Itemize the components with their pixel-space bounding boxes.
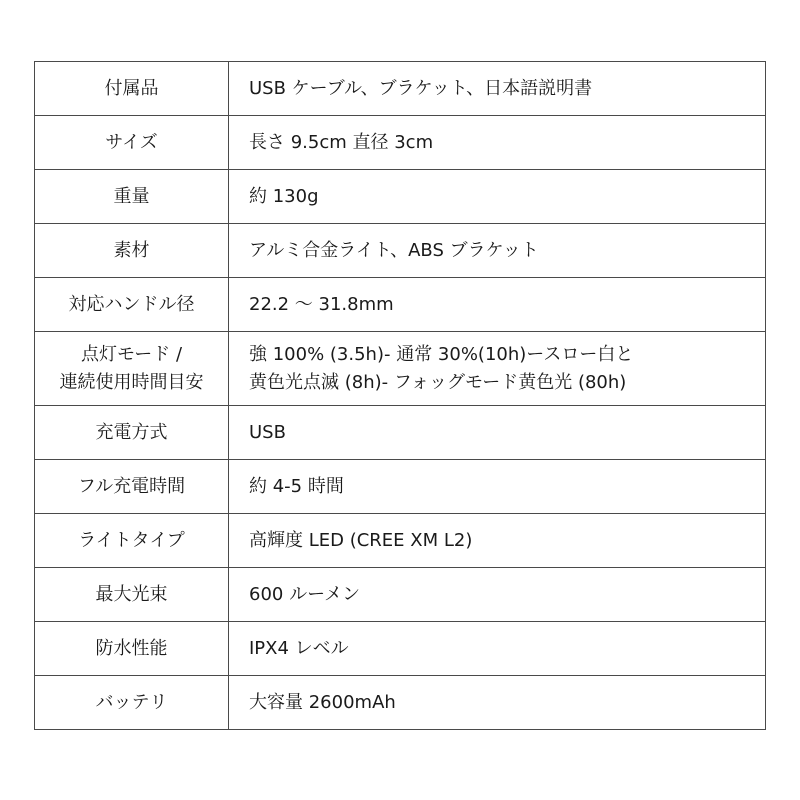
spec-row-light-modes bbox=[35, 332, 766, 406]
spec-value bbox=[229, 406, 766, 460]
spec-label-text: ライトタイプ bbox=[78, 529, 185, 551]
spec-row-handle-diameter bbox=[35, 278, 766, 332]
spec-label-text: サイズ bbox=[105, 131, 158, 153]
spec-table bbox=[34, 61, 766, 730]
spec-value bbox=[229, 62, 766, 116]
spec-value bbox=[229, 460, 766, 514]
spec-label bbox=[35, 224, 229, 278]
spec-row-accessories bbox=[35, 62, 766, 116]
spec-label bbox=[35, 568, 229, 622]
spec-label bbox=[35, 332, 229, 406]
spec-value-text: 大容量 2600mAh bbox=[249, 691, 396, 713]
spec-label-text: 充電方式 bbox=[95, 421, 168, 443]
spec-value-text: 22.2 ～ 31.8mm bbox=[249, 293, 394, 315]
spec-label-text: 素材 bbox=[113, 239, 150, 261]
spec-label bbox=[35, 460, 229, 514]
spec-row-charging-method bbox=[35, 406, 766, 460]
spec-label-text: 連続使用時間目安 bbox=[59, 371, 204, 393]
spec-value-text: IPX4 レベル bbox=[249, 637, 349, 659]
spec-value-text: USB bbox=[249, 421, 286, 443]
spec-value-text: 強 100% (3.5h)- 通常 30%(10h)ースロー白と bbox=[249, 343, 634, 365]
spec-row-material bbox=[35, 224, 766, 278]
spec-value-text: 約 4-5 時間 bbox=[249, 475, 344, 497]
spec-label-text: フル充電時間 bbox=[77, 475, 186, 497]
spec-value-text: 約 130g bbox=[249, 185, 319, 207]
spec-label bbox=[35, 116, 229, 170]
spec-value-text: 長さ 9.5cm 直径 3cm bbox=[249, 131, 434, 153]
spec-value bbox=[229, 224, 766, 278]
spec-label-text: 最大光束 bbox=[95, 583, 168, 605]
spec-value bbox=[229, 170, 766, 224]
spec-value-text: 高輝度 LED (CREE XM L2) bbox=[249, 529, 473, 551]
spec-label bbox=[35, 406, 229, 460]
spec-value-text: 600 ルーメン bbox=[249, 583, 361, 605]
spec-label-text: 重量 bbox=[113, 185, 150, 207]
spec-value bbox=[229, 514, 766, 568]
spec-label-text: バッテリ bbox=[95, 691, 168, 713]
spec-row-max-lumen bbox=[35, 568, 766, 622]
spec-value-text: アルミ合金ライト、ABS ブラケット bbox=[249, 239, 539, 261]
spec-value bbox=[229, 568, 766, 622]
spec-row-battery bbox=[35, 676, 766, 730]
spec-value-text: USB ケーブル、ブラケット、日本語説明書 bbox=[249, 77, 593, 99]
spec-label bbox=[35, 622, 229, 676]
spec-label-text: 点灯モード / bbox=[80, 343, 183, 365]
spec-row-waterproof bbox=[35, 622, 766, 676]
spec-label bbox=[35, 170, 229, 224]
spec-value-text: 黄色光点滅 (8h)- フォッグモード黄色光 (80h) bbox=[249, 371, 627, 393]
spec-row-charge-time bbox=[35, 460, 766, 514]
spec-row-light-type bbox=[35, 514, 766, 568]
spec-label bbox=[35, 676, 229, 730]
spec-value bbox=[229, 332, 766, 406]
spec-label-text: 対応ハンドル径 bbox=[68, 293, 195, 315]
spec-value bbox=[229, 116, 766, 170]
spec-value bbox=[229, 278, 766, 332]
spec-row-weight bbox=[35, 170, 766, 224]
spec-value bbox=[229, 676, 766, 730]
spec-label bbox=[35, 278, 229, 332]
spec-value bbox=[229, 622, 766, 676]
spec-label bbox=[35, 514, 229, 568]
spec-label bbox=[35, 62, 229, 116]
spec-label-text: 防水性能 bbox=[95, 637, 168, 659]
spec-row-size bbox=[35, 116, 766, 170]
spec-label-text: 付属品 bbox=[104, 77, 159, 99]
